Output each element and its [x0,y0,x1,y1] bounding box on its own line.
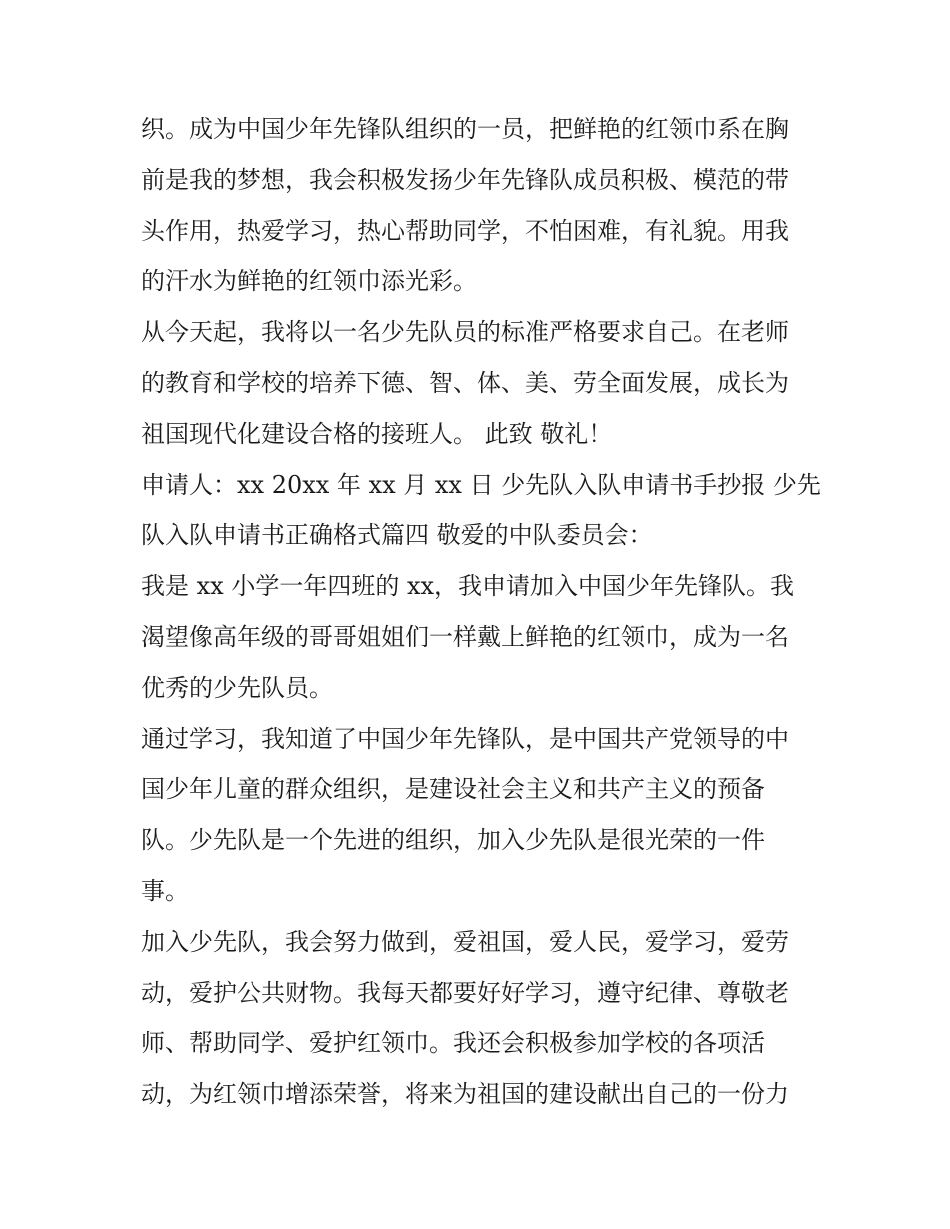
text-line: 的汗水为鲜艳的红领巾添光彩。 [141,267,477,296]
text-line: 头作用，热爱学习，热心帮助同学，不怕困难，有礼貌。用我 [141,216,789,245]
text-line: 动，爱护公共财物。我每天都要好好学习，遵守纪律、尊敬老 [141,978,789,1007]
text-line: 队入队申请书正确格式篇四 敬爱的中队委员会： [141,521,653,550]
text-line: 前是我的梦想，我会积极发扬少年先锋队成员积极、模范的带 [141,165,789,194]
text-line: 祖国现代化建设合格的接班人。 此致 敬礼！ [141,419,613,448]
text-line: 通过学习，我知道了中国少年先锋队，是中国共产党领导的中 [141,724,789,753]
text-line: 事。 [141,876,189,905]
text-line: 队。少先队是一个先进的组织，加入少先队是很光荣的一件 [141,826,765,855]
text-line: 优秀的少先队员。 [141,673,333,702]
text-line: 渴望像高年级的哥哥姐姐们一样戴上鲜艳的红领巾，成为一名 [141,622,789,651]
text-line: 从今天起，我将以一名少先队员的标准严格要求自己。在老师 [141,318,789,347]
text-line: 国少年儿童的群众组织，是建设社会主义和共产主义的预备 [141,775,765,804]
document-body [141,104,821,1120]
text-line: 动，为红领巾增添荣誉，将来为祖国的建设献出自己的一份力 [141,1080,789,1109]
text-line: 申请人：xx 20xx 年 xx 月 xx 日 少先队入队申请书手抄报 少先 [141,470,821,499]
text-line: 织。成为中国少年先锋队组织的一员，把鲜艳的红领巾系在胸 [141,115,789,143]
text-line: 师、帮助同学、爱护红领巾。我还会积极参加学校的各项活 [141,1029,765,1058]
text-line: 的教育和学校的培养下德、智、体、美、劳全面发展，成长为 [141,368,789,397]
text-line: 我是 xx 小学一年四班的 xx，我申请加入中国少年先锋队。我 [141,572,795,601]
text-line: 加入少先队，我会努力做到，爱祖国，爱人民，爱学习，爱劳 [141,927,789,956]
